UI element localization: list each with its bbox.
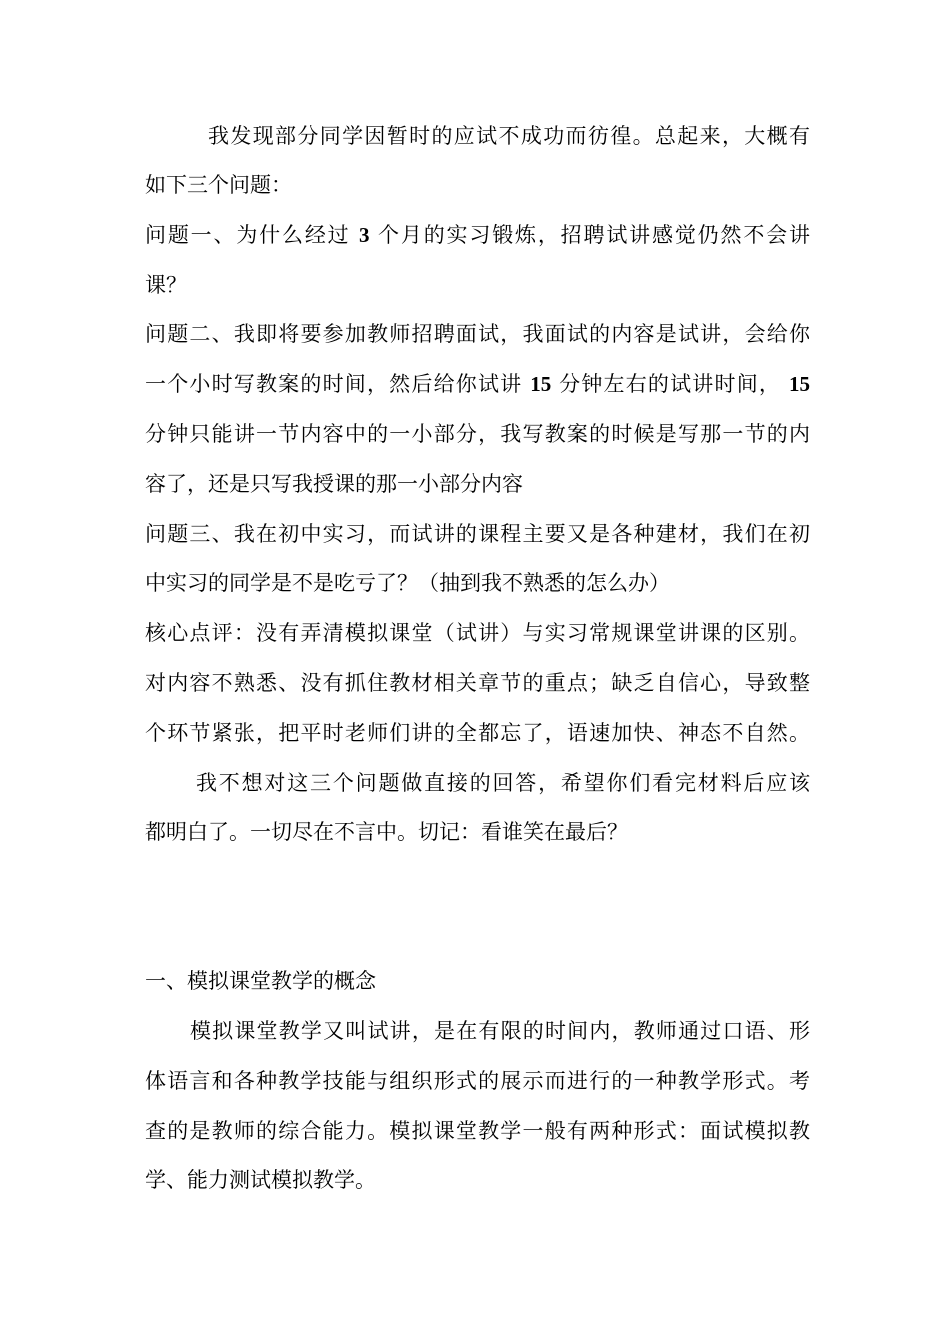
question-2-line-1: 问题二、我即将要参加教师招聘面试，我面试的内容是试讲，会给你 xyxy=(145,322,810,346)
question-2-number-1: 15 xyxy=(530,372,552,396)
section-1-line-1: 模拟课堂教学又叫试讲，是在有限的时间内，教师通过口语、形 xyxy=(190,1019,810,1043)
question-2-text-b: 分钟左右的试讲时间， xyxy=(559,372,782,396)
question-1-line-2: 课？ xyxy=(145,273,187,297)
section-1-line-4: 学、能力测试模拟教学。 xyxy=(145,1168,376,1192)
intro-line-2: 如下三个问题： xyxy=(145,173,292,197)
question-2-line-3: 分钟只能讲一节内容中的一小部分，我写教案的时候是写那一节的内 xyxy=(145,422,810,446)
question-2-number-2: 15 xyxy=(788,372,810,396)
closing-line-2: 都明白了。一切尽在不言中。切记：看谁笑在最后？ xyxy=(145,820,628,844)
section-1-heading: 一、模拟课堂教学的概念 xyxy=(145,969,376,993)
question-2-line-4: 容了，还是只写我授课的那一小部分内容 xyxy=(145,472,523,496)
question-3-line-1: 问题三、我在初中实习，而试讲的课程主要又是各种建材，我们在初 xyxy=(145,522,810,546)
section-1-line-2: 体语言和各种教学技能与组织形式的展示而进行的一种教学形式。考 xyxy=(145,1069,810,1093)
question-2-line-2 xyxy=(145,369,810,399)
question-1-number: 3 xyxy=(359,223,370,247)
question-1-text-b: 个月的实习锻炼，招聘试讲感觉仍然不会讲 xyxy=(378,223,811,247)
section-1-line-3: 查的是教师的综合能力。模拟课堂教学一般有两种形式：面试模拟教 xyxy=(145,1119,810,1143)
question-2-text-a: 一个小时写教案的时间，然后给你试讲 xyxy=(145,372,523,396)
question-1-line-1 xyxy=(145,220,810,250)
question-1-text-a: 问题一、为什么经过 xyxy=(145,223,351,247)
comment-line-2: 对内容不熟悉、没有抓住教材相关章节的重点；缺乏自信心，导致整 xyxy=(145,671,810,695)
comment-line-1: 核心点评：没有弄清模拟课堂（试讲）与实习常规课堂讲课的区别。 xyxy=(145,621,810,645)
intro-line-1: 我发现部分同学因暂时的应试不成功而彷徨。总起来，大概有 xyxy=(208,124,810,148)
comment-line-3: 个环节紧张，把平时老师们讲的全都忘了，语速加快、神态不自然。 xyxy=(145,721,810,745)
closing-line-1: 我不想对这三个问题做直接的回答，希望你们看完材料后应该 xyxy=(196,771,810,795)
question-3-line-2: 中实习的同学是不是吃亏了？（抽到我不熟悉的怎么办） xyxy=(145,571,670,595)
